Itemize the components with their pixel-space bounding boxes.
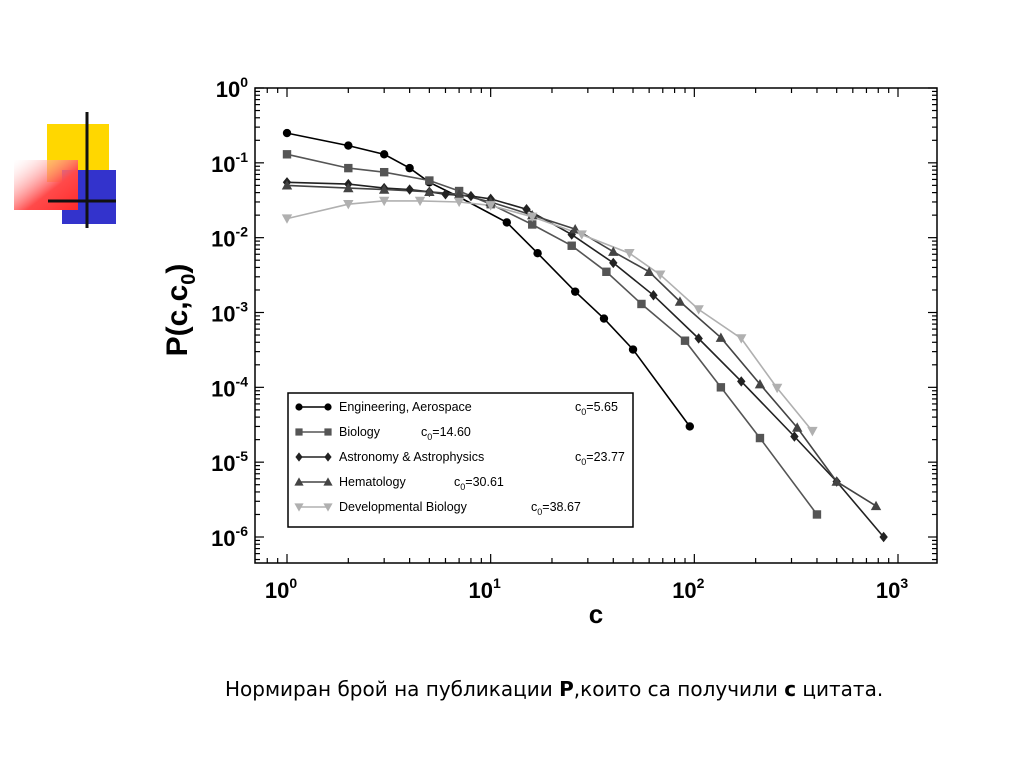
y-tick-labels [211, 74, 248, 551]
data-point-series-1 [629, 345, 637, 353]
x-tick-label [876, 575, 908, 603]
data-point-series-5 [624, 249, 634, 258]
legend-c0-c: c [575, 450, 582, 464]
caption-text-3: цитата. [796, 677, 884, 701]
data-point-series-1 [283, 129, 291, 137]
series-line-1 [287, 133, 690, 426]
y-tick-label-exponent: 0 [240, 74, 248, 90]
x-tick-label [265, 575, 297, 603]
legend-marker [324, 428, 331, 435]
y-tick-label [211, 523, 248, 551]
legend-c0-c: c [531, 500, 538, 514]
data-point-series-1 [380, 150, 388, 158]
legend-c0-value: =5.65 [586, 400, 618, 414]
data-point-series-1 [405, 164, 413, 172]
x-tick-label [469, 575, 501, 603]
y-tick-label-exponent: -5 [235, 448, 248, 465]
y-tick-label [211, 373, 248, 401]
y-axis-label-text: P(c,c [161, 284, 194, 357]
legend-marker [295, 428, 302, 435]
legend-c0-value: =23.77 [586, 450, 625, 464]
data-point-series-2 [813, 510, 821, 518]
legend-c0-c: c [575, 400, 582, 414]
data-point-series-5 [693, 305, 703, 314]
legend-label: Biology [339, 425, 380, 439]
caption-text-2: ,които са получили [573, 677, 785, 701]
data-point-series-4 [871, 501, 881, 510]
y-tick-label [216, 74, 248, 102]
y-tick-label-exponent: -6 [235, 523, 248, 539]
y-tick-label-exponent: -3 [235, 298, 248, 315]
y-tick-label [211, 149, 248, 177]
legend-label: Engineering, Aerospace [339, 400, 472, 414]
data-point-series-1 [571, 287, 579, 295]
data-point-series-1 [344, 141, 352, 149]
data-point-series-4 [644, 267, 654, 276]
y-tick-label-base: 10 [211, 151, 236, 177]
data-point-series-2 [681, 336, 689, 344]
data-point-series-3 [441, 189, 449, 199]
x-tick-label [672, 575, 704, 603]
legend-c0-sub: 0 [581, 407, 587, 417]
y-tick-label-base: 10 [211, 526, 236, 551]
legend-c0-value: =30.61 [465, 475, 504, 489]
legend [288, 393, 633, 527]
y-tick-label-exponent: -4 [235, 373, 248, 390]
caption-text-1: Нормиран брой на публикации [225, 677, 560, 701]
legend-marker [295, 403, 302, 410]
legend-c0-sub: 0 [581, 457, 587, 467]
legend-c0-value: =14.60 [432, 425, 471, 439]
x-tick-label-exponent: 2 [696, 575, 705, 591]
legend-label: Astronomy & Astrophysics [339, 450, 485, 464]
data-point-series-2 [568, 242, 576, 250]
data-point-series-2 [637, 300, 645, 308]
legend-c0-sub: 0 [460, 482, 466, 492]
y-axis-label [161, 264, 200, 357]
x-tick-label-base: 10 [468, 578, 494, 603]
y-axis-label-close: ) [161, 263, 194, 274]
y-tick-label-exponent: -2 [235, 223, 248, 240]
y-axis-label-subscript: 0 [178, 273, 200, 285]
y-tick-label-base: 10 [215, 77, 241, 102]
y-tick-label-exponent: -1 [235, 148, 248, 165]
x-tick-label-base: 10 [875, 578, 901, 603]
data-point-series-5 [282, 214, 292, 223]
data-point-series-1 [600, 314, 608, 322]
data-point-series-2 [602, 268, 610, 276]
x-tick-label-base: 10 [672, 578, 697, 603]
data-point-series-1 [686, 422, 694, 430]
legend-label: Developmental Biology [339, 500, 467, 514]
legend-c0-c: c [454, 475, 461, 489]
data-point-series-1 [503, 218, 511, 226]
caption-strong-c: c [784, 677, 797, 701]
data-point-series-2 [344, 164, 352, 172]
y-tick-label-base: 10 [211, 226, 236, 252]
svg-text:P(c,c0) [161, 264, 200, 357]
y-tick-label-base: 10 [211, 301, 236, 327]
x-tick-label-exponent: 0 [289, 575, 298, 591]
x-tick-label-base: 10 [264, 578, 290, 603]
data-point-series-2 [756, 434, 764, 442]
data-point-series-2 [380, 168, 388, 176]
data-point-series-1 [533, 249, 541, 257]
data-point-series-3 [405, 184, 413, 194]
legend-marker [324, 403, 331, 410]
data-point-series-3 [467, 191, 475, 201]
x-axis-label: c [588, 599, 604, 629]
caption-strong-p: P [559, 677, 574, 701]
data-point-series-2 [425, 176, 433, 184]
slide-caption [225, 677, 985, 701]
x-tick-labels [265, 575, 908, 603]
y-tick-label [211, 224, 248, 252]
legend-c0-c: c [421, 425, 428, 439]
x-tick-label-exponent: 1 [493, 575, 501, 591]
legend-c0-value: =38.67 [542, 500, 581, 514]
data-point-series-2 [283, 150, 291, 158]
legend-c0-sub: 0 [537, 507, 543, 517]
data-point-series-3 [609, 258, 617, 268]
data-point-series-2 [717, 383, 725, 391]
y-tick-label [211, 299, 248, 327]
y-tick-label [211, 448, 248, 476]
y-tick-label-base: 10 [211, 376, 236, 402]
legend-label: Hematology [339, 475, 406, 489]
data-point-series-5 [807, 427, 817, 436]
y-tick-label-base: 10 [211, 451, 236, 477]
legend-c0-sub: 0 [427, 432, 433, 442]
x-tick-label-exponent: 3 [900, 575, 909, 591]
